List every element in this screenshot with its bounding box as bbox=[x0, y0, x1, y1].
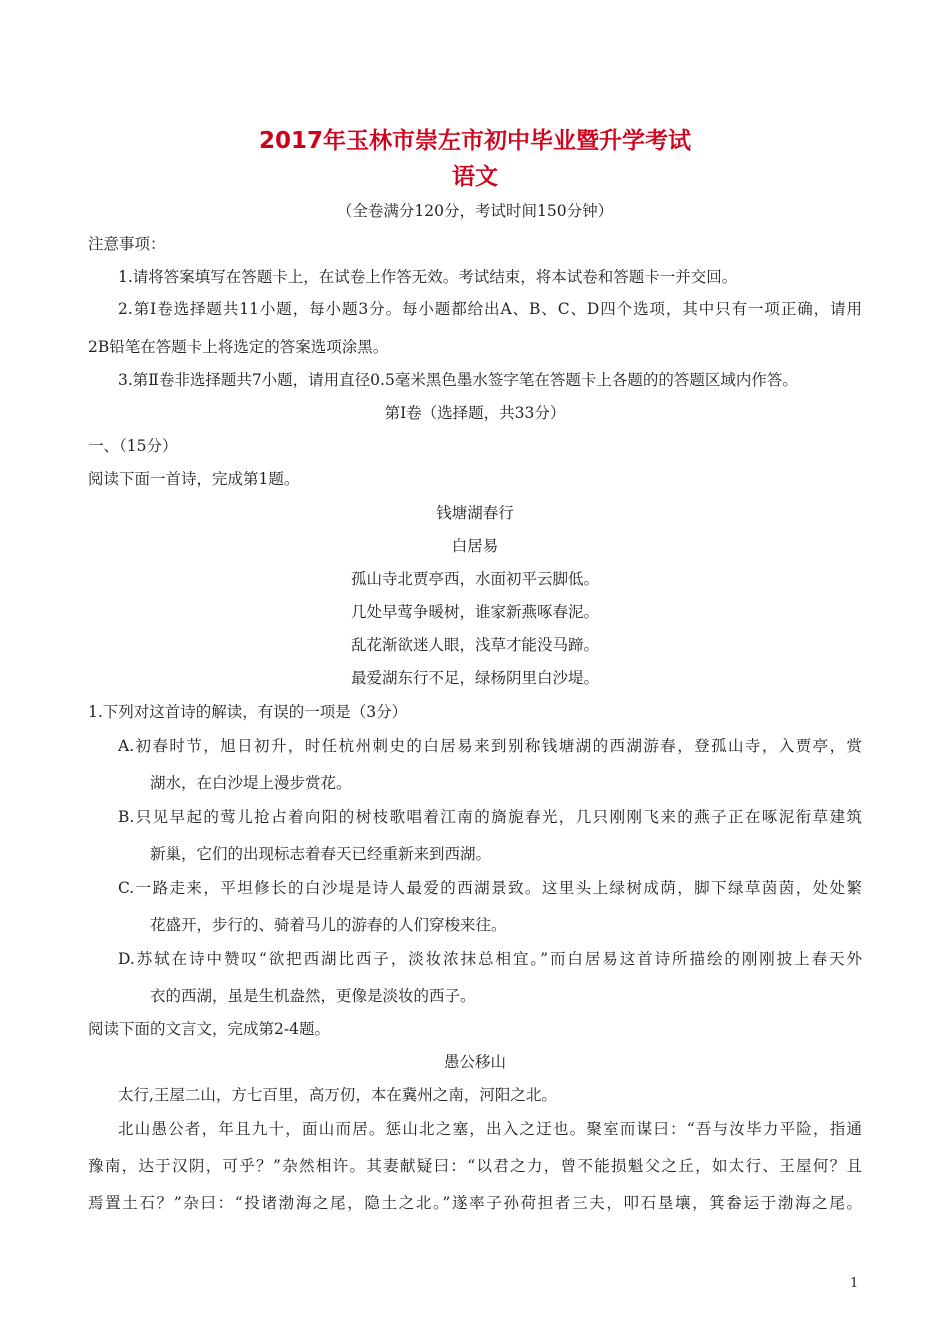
part-heading: 一、（15分） bbox=[88, 437, 178, 455]
option-c-line2: 花盛开，步行的、骑着马儿的游春的人们穿梭来往。 bbox=[150, 916, 507, 934]
question-1-stem: 1.下列对这首诗的解读，有误的一项是（3分） bbox=[88, 703, 408, 721]
exam-note: （全卷满分120分，考试时间150分钟） bbox=[336, 202, 614, 220]
page-number: 1 bbox=[850, 1276, 859, 1291]
poem-line: 几处早莺争暖树，谁家新燕啄春泥。 bbox=[350, 603, 599, 621]
classical-title: 愚公移山 bbox=[443, 1053, 506, 1071]
poem-author: 白居易 bbox=[451, 537, 499, 555]
notice-heading: 注意事项： bbox=[88, 235, 166, 253]
poem-line: 孤山寺北贾亭西，水面初平云脚低。 bbox=[350, 570, 599, 588]
option-b-line2: 新巢，它们的出现标志着春天已经重新来到西湖。 bbox=[150, 845, 492, 863]
option-d-line2: 衣的西湖，虽是生机盎然，更像是淡妆的西子。 bbox=[150, 987, 476, 1005]
notice-item-1: 1.请将答案填写在答题卡上，在试卷上作答无效。考试结束，将本试卷和答题卡一并交回。 bbox=[118, 268, 738, 286]
option-a-line2: 湖水，在白沙堤上漫步赏花。 bbox=[150, 774, 352, 792]
exam-title: 2017年玉林市崇左市初中毕业暨升学考试 bbox=[258, 128, 691, 154]
option-d-line1: D.苏轼在诗中赞叹“欲把西湖比西子，淡妆浓抹总相宜。”而白居易这首诗所描绘的刚刚披上春天外 bbox=[118, 950, 862, 968]
notice-item-3: 3.第Ⅱ卷非选择题共7小题，请用直径0.5毫米黑色墨水签字笔在答题卡上各题的的答题区域内作答。 bbox=[118, 371, 798, 389]
poem-line: 乱花渐欲迷人眼，浅草才能没马蹄。 bbox=[350, 636, 599, 654]
classical-instruction: 阅读下面的文言文，完成第2-4题。 bbox=[88, 1020, 330, 1038]
classical-line: 北山愚公者，年且九十，面山而居。惩山北之塞，出入之迂也。聚室而谋曰：“吾与汝毕力平险，指通 bbox=[118, 1120, 862, 1138]
classical-line: 焉置土石？”杂曰：“投诸渤海之尾，隐土之北。”遂率子孙荷担者三夫，叩石垦壤，箕畚运于渤海之尾。 bbox=[88, 1194, 862, 1212]
exam-subject: 语文 bbox=[452, 164, 498, 190]
option-c-line1: C.一路走来，平坦修长的白沙堤是诗人最爱的西湖景致。这里头上绿树成荫，脚下绿草茵茵，处处繁 bbox=[118, 879, 862, 897]
option-b-line1: B.只见早起的莺儿抢占着向阳的树枝歌唱着江南的旖旎春光，几只刚刚飞来的燕子正在啄泥衔草建筑 bbox=[118, 808, 862, 826]
notice-item-2: 2.第Ⅰ卷选择题共11小题，每小题3分。每小题都给出A、B、C、D四个选项，其中只有一项正确，请用 bbox=[118, 300, 862, 318]
poem-line: 最爱湖东行不足，绿杨阴里白沙堤。 bbox=[350, 669, 599, 687]
section-heading: 第Ⅰ卷（选择题，共33分） bbox=[384, 404, 566, 422]
classical-line: 太行,王屋二山，方七百里，高万仞，本在冀州之南，河阳之北。 bbox=[118, 1086, 557, 1104]
classical-line: 豫南，达于汉阴，可乎？”杂然相许。其妻献疑曰：“以君之力，曾不能损魁父之丘，如太行、王屋何？且 bbox=[88, 1157, 862, 1175]
part-instruction: 阅读下面一首诗，完成第1题。 bbox=[88, 470, 300, 488]
notice-item-2-cont: 2B铅笔在答题卡上将选定的答案选项涂黑。 bbox=[88, 338, 389, 356]
poem-title: 钱塘湖春行 bbox=[436, 504, 514, 522]
option-a-line1: A.初春时节，旭日初升，时任杭州刺史的白居易来到别称钱塘湖的西湖游春，登孤山寺，入贾亭，赏 bbox=[118, 737, 862, 755]
